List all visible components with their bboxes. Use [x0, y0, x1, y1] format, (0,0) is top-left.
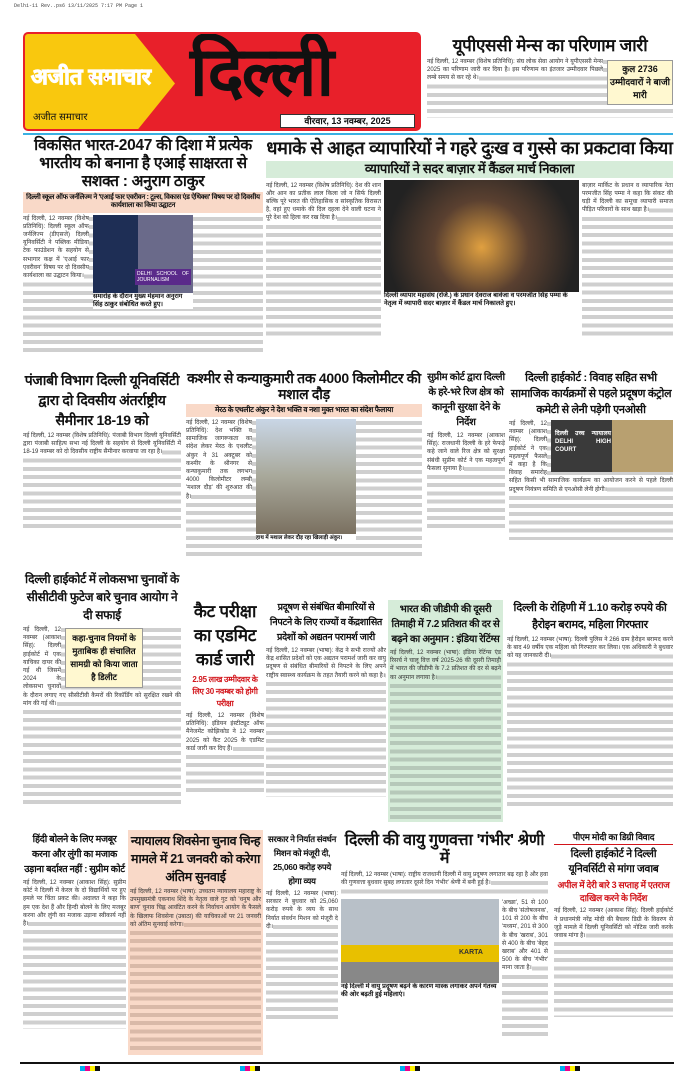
- blast-subhead: व्यापारियों ने सदर बाज़ार में कैंडल मार्च निकाला: [266, 161, 673, 178]
- photo-sign: दिल्ली उच्च न्यायालय DELHI HIGH COURT: [555, 431, 611, 453]
- torch-caption: हाथ में मशाल लेकर दौड़ रहा खिलाड़ी अंकुर।: [256, 534, 356, 542]
- punjabi-article: [23, 370, 181, 532]
- sub-brand: अजीत समाचार: [33, 112, 88, 123]
- ai-subhead: दिल्ली स्कूल ऑफ जर्नलिज्म ने 'एआई फार एवरीवन : टूल्स, विकास एंड ऐथिक्स' विषय पर दो दिवसीय कार्यशाला का किया उद्घाटन: [23, 192, 263, 212]
- blast-article: [266, 138, 673, 340]
- hindi-article: [23, 832, 126, 1029]
- shivsena-body: नई दिल्ली, 12 नवम्बर (भाषा): उच्चतम न्यायालय महाराष्ट्र के उपमुख्यमंत्री एकनाथ शिंदे के नेतृत्व वाले गुट को 'धनुष और बाण' चुनाव चिह्न आवंटित करने के निर्वाचन आयोग के फैसले के खिलाफ शिवसेना (उबाठा) की याचिकाओं पर 21 जनवरी को अंतिम सुनवाई करेगा।: [130, 888, 261, 1053]
- rohini-headline: दिल्ली के रोहिणी में 1.10 करोड़ रुपये की हैरोइन बरामद, महिला गिरफ्तार: [513, 602, 667, 631]
- air-article: [341, 832, 548, 1039]
- sc-article: [427, 370, 505, 532]
- cctv-headline: दिल्ली हाईकोर्ट में लोकसभा चुनावों के सीसीटीवी फुटेज बारे चुनाव आयोग ने दी सफाई: [25, 572, 179, 622]
- pollution-article: [266, 600, 386, 797]
- cctv-article: [23, 570, 181, 806]
- air-headline: दिल्ली की वायु गुणवत्ता 'गंभीर' श्रेणी में: [344, 832, 545, 868]
- air-columns: [341, 899, 548, 1039]
- blast-photo: [384, 180, 579, 292]
- color-registration-marks: [80, 1066, 600, 1071]
- export-body: नई दिल्ली, 12 नवम्बर (भाषा): सरकार ने बुधवार को 25,060 करोड़ रुपये के व्यय के साथ निर्यात संवर्धन मिशन को मंजूरी दे दी।: [266, 890, 338, 1020]
- photo-banner: DELHI SCHOOL OF JOURNALISM: [137, 270, 189, 283]
- masthead: [23, 32, 421, 131]
- hindi-body: नई दिल्ली, 12 नवम्बर (आकाश सिंह): सुप्रीम कोर्ट ने दिल्ली में केरल के दो विद्यार्थियों पर हुए हमले पर चिंता प्रकट की। अदालत ने कहा कि हम एक देश हैं और हिन्दी बोलने के लिए मजबूर करना और लुंगी का मजाक उड़ाना स्वीकार्य नहीं है।: [23, 879, 126, 1029]
- ai-photo: [93, 215, 193, 293]
- modi-headline: दिल्ली हाईकोर्ट ने दिल्ली यूनिवर्सिटी से मांगा जवाब: [568, 848, 659, 876]
- blast-body: नई दिल्ली, 12 नवम्बर (विशेष प्रतिनिधि): देश की शान और आन का प्रतीक लाल किला जो न सिर्फ दिल्ली बल्कि पूरे भारत की ऐतिहासिक व सांस्कृतिक विरासत है, वहां हुए धमाके की दिल दहला देने वाली घटना ने पूरे देश को हिला कर रख दिया है।: [266, 182, 381, 340]
- blast-headline: धमाके से आहत व्यापारियों ने गहरे दुःख व गुस्से का प्रकटावा किया: [266, 138, 673, 158]
- upsc-article: [427, 36, 673, 118]
- cctv-body: कहा-चुनाव नियमों के मुताबिक ही संचालित सामग्री को किया जाता है डिलीट नई दिल्ली, 12 नवम्बर (आकाश सिंह): दिल्ली हाईकोर्ट में एक याचिका दायर की गई थी जिसमें 2024 के लोकसभा चुनावों के दौरान लगाए गए सीसीटीवी कैमरों की रिकॉर्डिंग को सुरक्षित रखने की मांग की गई थी।: [23, 626, 181, 806]
- hindi-headline: हिंदी बोलने के लिए मजबूर करना और लुंगी का मजाक उड़ाना बर्दाश्त नहीं : सुप्रीम कोर्ट: [24, 834, 125, 875]
- cat-subhead: 2.95 लाख उम्मीदवार के लिए 30 नवम्बर को होगी परीक्षा: [192, 675, 258, 708]
- ai-article: [23, 137, 263, 355]
- pollution-headline: प्रदूषण से संबंधित बीमारियों से निपटने के लिए राज्यों व केंद्रशासित प्रदेशों को अद्यतन परामर्श जारी: [269, 602, 383, 643]
- shivsena-box: [128, 830, 263, 1055]
- brand-logo: अजीत समाचार: [31, 64, 151, 89]
- modi-kicker: पीएम मोदी का डिग्री विवाद: [554, 832, 673, 845]
- modi-body: नई दिल्ली, 12 नवम्बर (आकाश सिंह): दिल्ली हाईकोर्ट ने प्रधानमंत्री नरेंद्र मोदी की बैचलर डिग्री के विवरण से जुड़े मामले में दिल्ली यूनिवर्सिटी को नोटिस जारी करके जवाब मांगा है।: [554, 907, 673, 1017]
- upsc-headline: यूपीएससी मेन्स का परिणाम जारी: [452, 36, 648, 55]
- bottom-rule: [20, 1062, 674, 1064]
- print-slug: Delhi-11 Rev..ps6 13/11/2025 7:17 PM Page 1: [14, 3, 144, 9]
- rohini-article: [507, 600, 673, 806]
- rohini-body: नई दिल्ली, 12 नवम्बर (भाषा): दिल्ली पुलिस ने 266 ग्राम हैरोइन बरामद करने के बाद 49 वर्षीय एक महिला को गिरफ्तार कर लिया। एक अधिकारी ने बुधवार को यह जानकारी दी।: [507, 636, 673, 806]
- gdp-body: नई दिल्ली, 12 नवम्बर (भाषा): इंडिया रेटिंग्स एंड रिसर्च ने चालू वित्त वर्ष 2025-26 की दूसरी तिमाही में भारत की जीडीपी के 7.2 प्रतिशत की दर से बढ़ने का अनुमान लगाया है।: [390, 649, 501, 820]
- ai-figure: [93, 215, 193, 309]
- export-article: [266, 832, 338, 1020]
- hc-marriage-article: [509, 370, 673, 540]
- upsc-callout: कुल 2736 उम्मीदवारों ने बाजी मारी: [607, 60, 673, 105]
- hc-marriage-headline: दिल्ली हाईकोर्ट : विवाह सहित सभी सामाजिक कार्यक्रमों से पहले प्रदूषण कंट्रोल कमेटी से लेनी पड़ेगी एनओसी: [510, 372, 672, 416]
- blast-columns: [266, 180, 673, 340]
- shivsena-headline: न्यायालय शिवसेना चुनाव चिन्ह मामले में 21 जनवरी को करेगा अंतिम सुनवाई: [130, 834, 261, 884]
- ai-headline: विकसित भारत-2047 की दिशा में प्रत्येक भारतीय को बनाना है एआई साक्षरता से सशक्त : अनुराग ठाकुर: [34, 137, 252, 190]
- torch-subhead: मेरठ के एथलीट अंकुर ने देश भक्ति व नशा मुक्त भारत का संदेश फैलाया: [186, 404, 422, 417]
- gdp-box: [388, 600, 503, 822]
- blast-caption: दिल्ली व्यापार महासंघ (रजि.) के प्रधान देवराज बावेजा व परमजीत सिंह पम्मा के नेतृत्व में व्यापारी सदर बाज़ार में कैंडल मार्च निकालते हुए।: [384, 292, 579, 308]
- punjabi-body: नई दिल्ली, 12 नवम्बर (विशेष प्रतिनिधि): पंजाबी विभाग दिल्ली यूनिवर्सिटी द्वारा पंजाबी साहित्य सभा नई दिल्ली के सहयोग से दिल्ली यूनिवर्सिटी में 18-19 नवम्बर को दो दिवसीय राष्ट्रीय सैमीनार करवाया जा रहा है।: [23, 432, 181, 532]
- sc-headline: सुप्रीम कोर्ट द्वारा दिल्ली के हरे-भरे रिज क्षेत्र को कानूनी सुरक्षा देने के निर्देश: [427, 372, 505, 428]
- photo-sign: KARTA: [459, 948, 483, 956]
- ai-body: DELHI SCHOOL OF JOURNALISM समारोह के दौरान मुख्य मेहमान अनुराग सिंह ठाकुर संबोधित करते हुए। नई दिल्ली, 12 नवम्बर (विशेष प्रतिनिधि): दिल्ली स्कूल ऑफ जर्नलिज्म (डीएसजे) दिल्ली यूनिवर्सिटी ने पब्लिक मीडिया टेक फाउंडेशन के सहयोग से सभागार कक्ष में 'एआई फार एवरीवन' विषय पर दो दिवसीय कार्यशाला का उद्घाटन किया।: [23, 215, 263, 355]
- air-photo: [341, 899, 499, 983]
- modi-subhead: अपील में देरी बारे 3 सप्ताह में एतराज दाखिल करने के निर्देश: [557, 880, 670, 904]
- punjabi-headline: पंजाबी विभाग दिल्ली यूनिवर्सिटी द्वारा दो दिवसीय अंतर्राष्ट्रीय सैमीनार 18-19 को: [24, 372, 180, 428]
- torch-photo: [256, 419, 356, 534]
- masthead-title: दिल्ली: [190, 34, 333, 110]
- issue-date: वीरवार, 13 नवम्बर, 2025: [280, 114, 415, 128]
- hc-marriage-body: दिल्ली उच्च न्यायालय DELHI HIGH COURT नई दिल्ली, 12 नवम्बर (आकाश सिंह): दिल्ली हाईकोर्ट ने एक महत्वपूर्ण फैसले में कहा है कि विवाह समारोह सहित किसी भी सामाजिक कार्यक्रम का आयोजन करने से पहले दिल्ली प्रदूषण नियंत्रण समिति से एनओसी लेनी होगी।: [509, 420, 673, 540]
- upsc-body: कुल 2736 उम्मीदवारों ने बाजी मारी नई दिल्ली, 12 नवम्बर (विशेष प्रतिनिधि): संघ लोक सेवा आयोग ने यूपीएससी मेन्स 2025 का परिणाम जारी कर दिया है। इस परिणाम का इंतजार उम्मीदवार पिछले लम्बे समय से कर रहे थे।: [427, 58, 673, 118]
- blast-body-2: बाज़ार मार्किट के प्रधान व व्यापारिक नेता परमजीत सिंह पम्मा ने कहा कि संकट की घड़ी में दिल्ली का समूचा व्यापारी समाज पीड़ित परिवारों के साथ खड़ा है।: [582, 182, 673, 340]
- cat-article: [186, 600, 264, 792]
- torch-headline: कश्मीर से कन्याकुमारी तक 4000 किलोमीटर की मशाल दौड़: [187, 370, 421, 403]
- blast-figure: [384, 180, 579, 340]
- cctv-callout: कहा-चुनाव नियमों के मुताबिक ही संचालित सामग्री को किया जाता है डिलीट: [65, 628, 143, 688]
- high-court-photo: [551, 420, 673, 472]
- modi-article: [554, 832, 673, 1017]
- air-figure: [341, 899, 499, 1039]
- cat-headline: कैट परीक्षा का एडमिट कार्ड जारी: [193, 602, 257, 669]
- gdp-headline: भारत की जीडीपी की दूसरी तिमाही में 7.2 प्रतिशत की दर से बढ़ने का अनुमान : इंडिया रेटिंग्स: [391, 604, 500, 645]
- pollution-body: नई दिल्ली, 12 नवम्बर (भाषा): केंद्र ने सभी राज्यों और केंद्र शासित प्रदेशों को एक अद्यतन परामर्श जारी कर वायु प्रदूषण से संबंधित बीमारियों से निपटने के लिए अपने राष्ट्रीय स्वास्थ्य कार्यक्रम के तहत तैयारी करने को कहा है।: [266, 647, 386, 797]
- sc-body: नई दिल्ली, 12 नवम्बर (आकाश सिंह): राजधानी दिल्ली के हरे फेफड़े कहे जाने वाले रिज क्षेत्र को सुरक्षा संबंधी सुप्रीम कोर्ट ने एक महत्वपूर्ण फैसला सुनाया है।: [427, 432, 505, 532]
- torch-article: [186, 370, 422, 559]
- air-body: नई दिल्ली, 12 नवम्बर (भाषा): राष्ट्रीय राजधानी दिल्ली में वायु प्रदूषण लगातार बढ़ रहा है और हवा की गुणवत्ता बुधवार सुबह लगातार दूसरे दिन 'गंभीर' श्रेणी में बनी हुई है।: [341, 871, 548, 897]
- divider: [23, 133, 673, 135]
- torch-body: हाथ में मशाल लेकर दौड़ रहा खिलाड़ी अंकुर। नई दिल्ली, 12 नवम्बर (विशेष प्रतिनिधि): देश भक्ति व सामाजिक जागरूकता का संदेश लेकर मेरठ के एथलीट अंकुर ने 31 अक्टूबर को कश्मीर के श्रीनगर से कन्याकुमारी तक लगभग 4000 किलोमीटर लम्बी 'मशाल दौड़' की शुरुआत की है।: [186, 419, 422, 559]
- export-headline: सरकार ने निर्यात संवर्धन मिशन को मंजूरी दी, 25,060 करोड़ रुपये होगा व्यय: [267, 834, 337, 886]
- ai-caption: समारोह के दौरान मुख्य मेहमान अनुराग सिंह ठाकुर संबोधित करते हुए।: [93, 293, 193, 309]
- cat-body: नई दिल्ली, 12 नवम्बर (विशेष प्रतिनिधि): इंडियन इंस्टीट्यूट ऑफ मैनेजमेंट कोझिकोड ने 12 नवम्बर 2025 को कैट 2025 के एडमिट कार्ड जारी कर दिए हैं।: [186, 712, 264, 792]
- air-body-2: 'अच्छा', 51 से 100 के बीच 'संतोषजनक', 101 से 200 के बीच 'मध्यम', 201 से 300 के बीच 'खराब', 301 से 400 के बीच 'बेहद खराब' और 401 से 500 के बीच 'गंभीर' माना जाता है।: [502, 899, 548, 1039]
- air-caption: नई दिल्ली में वायु प्रदूषण बढ़ने के कारण मास्क लगाकर अपने गंतव्य की ओर बढ़ती हुई महिलाएं।: [341, 983, 499, 999]
- torch-figure: [256, 419, 356, 542]
